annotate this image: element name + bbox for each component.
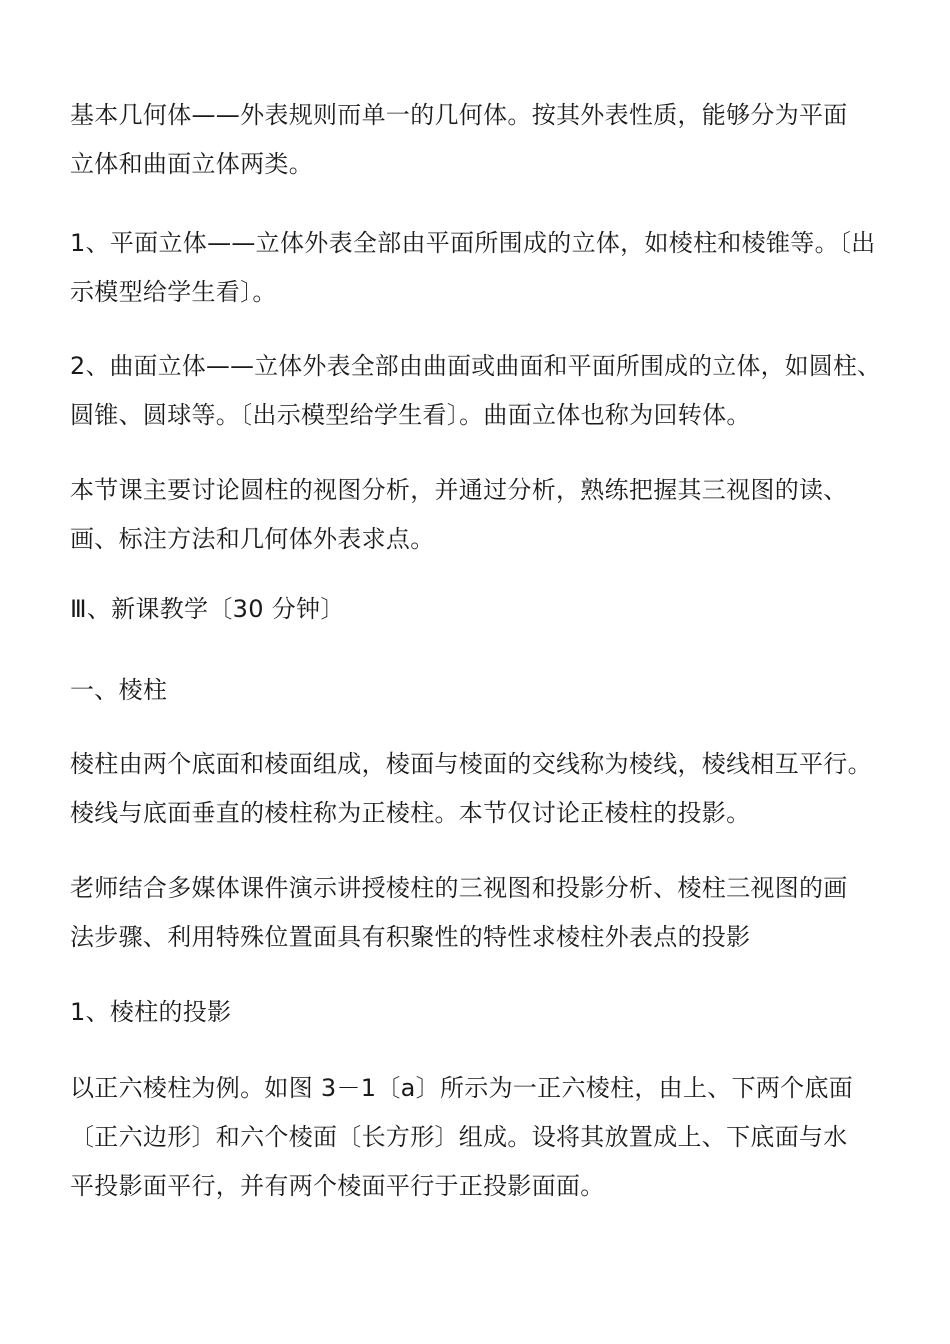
text-line: Ⅲ、新课教学〔30 分钟〕 (70, 595, 345, 623)
paragraph-prism-definition (70, 740, 885, 838)
text-line: 画、标注方法和几何体外表求点。 (70, 525, 435, 553)
text-line: 棱柱由两个底面和棱面组成，棱面与棱面的交线称为棱线，棱线相互平行。 (70, 750, 872, 778)
heading-new-lesson (70, 585, 885, 634)
text-line: 棱线与底面垂直的棱柱称为正棱柱。本节仅讨论正棱柱的投影。 (70, 799, 751, 827)
text-line: 1、平面立体——立体外表全部由平面所围成的立体，如棱柱和棱锥等。〔出 (70, 229, 876, 257)
text-line: 本节课主要讨论圆柱的视图分析，并通过分析，熟练把握其三视图的读、 (70, 476, 848, 504)
paragraph-teacher-demo (70, 864, 885, 962)
text-line: 一、棱柱 (70, 676, 168, 704)
text-line: 〔正六边形〕和六个棱面〔长方形〕组成。设将其放置成上、下底面与水 (70, 1123, 848, 1151)
text-line: 基本几何体——外表规则而单一的几何体。按其外表性质，能够分为平面 (70, 101, 848, 129)
text-line: 平投影面平行，并有两个棱面平行于正投影面面。 (70, 1172, 605, 1200)
paragraph-basic-solids (70, 91, 885, 189)
paragraph-lesson-focus (70, 466, 885, 564)
text-line: 以正六棱柱为例。如图 3－1〔a〕所示为一正六棱柱，由上、下两个底面 (70, 1074, 854, 1102)
heading-prism-projection (70, 988, 885, 1037)
text-line: 立体和曲面立体两类。 (70, 150, 313, 178)
text-line: 示模型给学生看〕。 (70, 278, 277, 306)
text-line: 老师结合多媒体课件演示讲授棱柱的三视图和投影分析、棱柱三视图的画 (70, 874, 848, 902)
text-line: 圆锥、圆球等。〔出示模型给学生看〕。曲面立体也称为回转体。 (70, 401, 751, 429)
paragraph-hexagonal-prism (70, 1064, 885, 1211)
paragraph-curved-solids (70, 342, 885, 440)
text-line: 1、棱柱的投影 (70, 998, 232, 1026)
heading-prism (70, 666, 885, 715)
text-line: 2、曲面立体——立体外表全部由曲面或曲面和平面所围成的立体，如圆柱、 (70, 352, 882, 380)
text-line: 法步骤、利用特殊位置面具有积聚性的特性求棱柱外表点的投影 (70, 923, 751, 951)
paragraph-planar-solids (70, 219, 885, 317)
